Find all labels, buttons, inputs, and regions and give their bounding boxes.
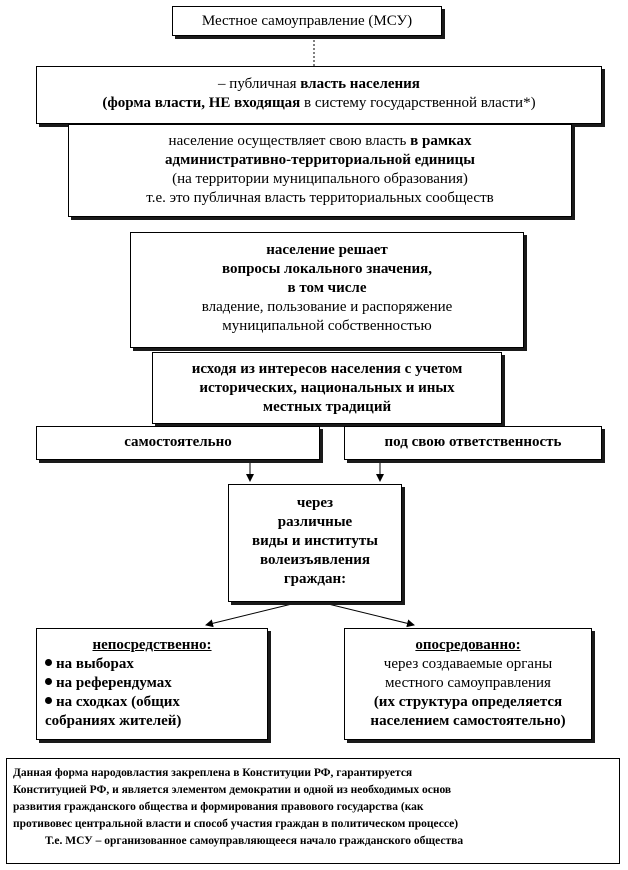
indirect-heading: опосредованно:: [415, 637, 521, 653]
through-line5: граждан:: [283, 571, 347, 587]
through-box: [228, 484, 402, 602]
through-line4: волеизъявления: [259, 552, 371, 568]
interests-line3: местных традиций: [262, 399, 392, 415]
indirect-box: [344, 628, 592, 740]
definition-not-included: НЕ входящая: [208, 95, 301, 111]
direct-heading: непосредственно:: [92, 637, 212, 653]
title-box: [172, 6, 442, 36]
definition-bold: власть населения: [300, 76, 420, 92]
interests-line2: исторических, национальных и иных: [199, 380, 455, 396]
interests-box: [152, 352, 502, 424]
territory-line1-bold: в рамках: [410, 133, 472, 149]
decides-line1: население решает: [266, 242, 388, 258]
direct-item-elections: на выборах: [56, 656, 134, 672]
direct-item-referendums: на референдумах: [56, 675, 172, 691]
definition-prefix: – публичная: [218, 76, 301, 92]
responsibility-box: [344, 426, 602, 460]
indirect-line1: через создаваемые органы: [383, 656, 553, 672]
decides-line5: муниципальной собственностью: [222, 318, 432, 334]
territory-line1-normal: население осуществляет свою власть: [168, 133, 411, 149]
note-line3: развития гражданского общества и формирования правового государства (как: [13, 801, 424, 813]
note-line5: Т.е. МСУ – организованное самоуправляющееся начало гражданского общества: [45, 835, 464, 847]
definition-close: в систему государственной власти*): [300, 95, 536, 111]
decides-line3: в том числе: [287, 280, 367, 296]
decides-line4: владение, пользование и распоряжение: [201, 299, 453, 315]
through-line3: виды и институты: [252, 533, 378, 549]
responsibility-label: под свою ответственность: [384, 434, 562, 450]
definition-box: [36, 66, 602, 124]
decides-box: [130, 232, 524, 348]
interests-line1: исходя из интересов населения с учетом: [191, 361, 463, 377]
indirect-line3: (их структура определяется: [373, 694, 563, 710]
through-line1: через: [296, 495, 334, 511]
through-line2: различные: [277, 514, 353, 530]
bullet-icon: [45, 678, 52, 685]
independently-label: самостоятельно: [124, 434, 232, 450]
indirect-line2: местного самоуправления: [385, 675, 551, 691]
direct-tail: собраниях жителей): [45, 713, 182, 729]
territory-box: [68, 124, 572, 217]
note-line2: Конституцией РФ, и является элементом демократии и одной из необходимых основ: [13, 784, 452, 796]
decides-line2: вопросы локального значения,: [221, 261, 433, 277]
definition-open: (форма власти,: [102, 95, 209, 111]
direct-item-assemblies: на сходках (общих: [56, 694, 180, 710]
indirect-line4: населением самостоятельно): [370, 713, 566, 729]
direct-box: [36, 628, 268, 740]
bullet-icon: [45, 659, 52, 666]
independently-box: [36, 426, 320, 460]
note-line1: Данная форма народовластия закреплена в Конституции РФ, гарантируется: [13, 767, 413, 779]
note-line4: противовес центральной власти и способ участия граждан в политическом процессе): [13, 818, 459, 830]
note-box: [6, 758, 620, 864]
territory-line2: административно-территориальной единицы: [165, 152, 475, 168]
territory-line3: (на территории муниципального образования): [172, 171, 468, 187]
bullet-icon: [45, 697, 52, 704]
diagram-title: Местное самоуправление (МСУ): [201, 13, 413, 29]
territory-line4: т.е. это публичная власть территориальных сообществ: [146, 190, 494, 206]
